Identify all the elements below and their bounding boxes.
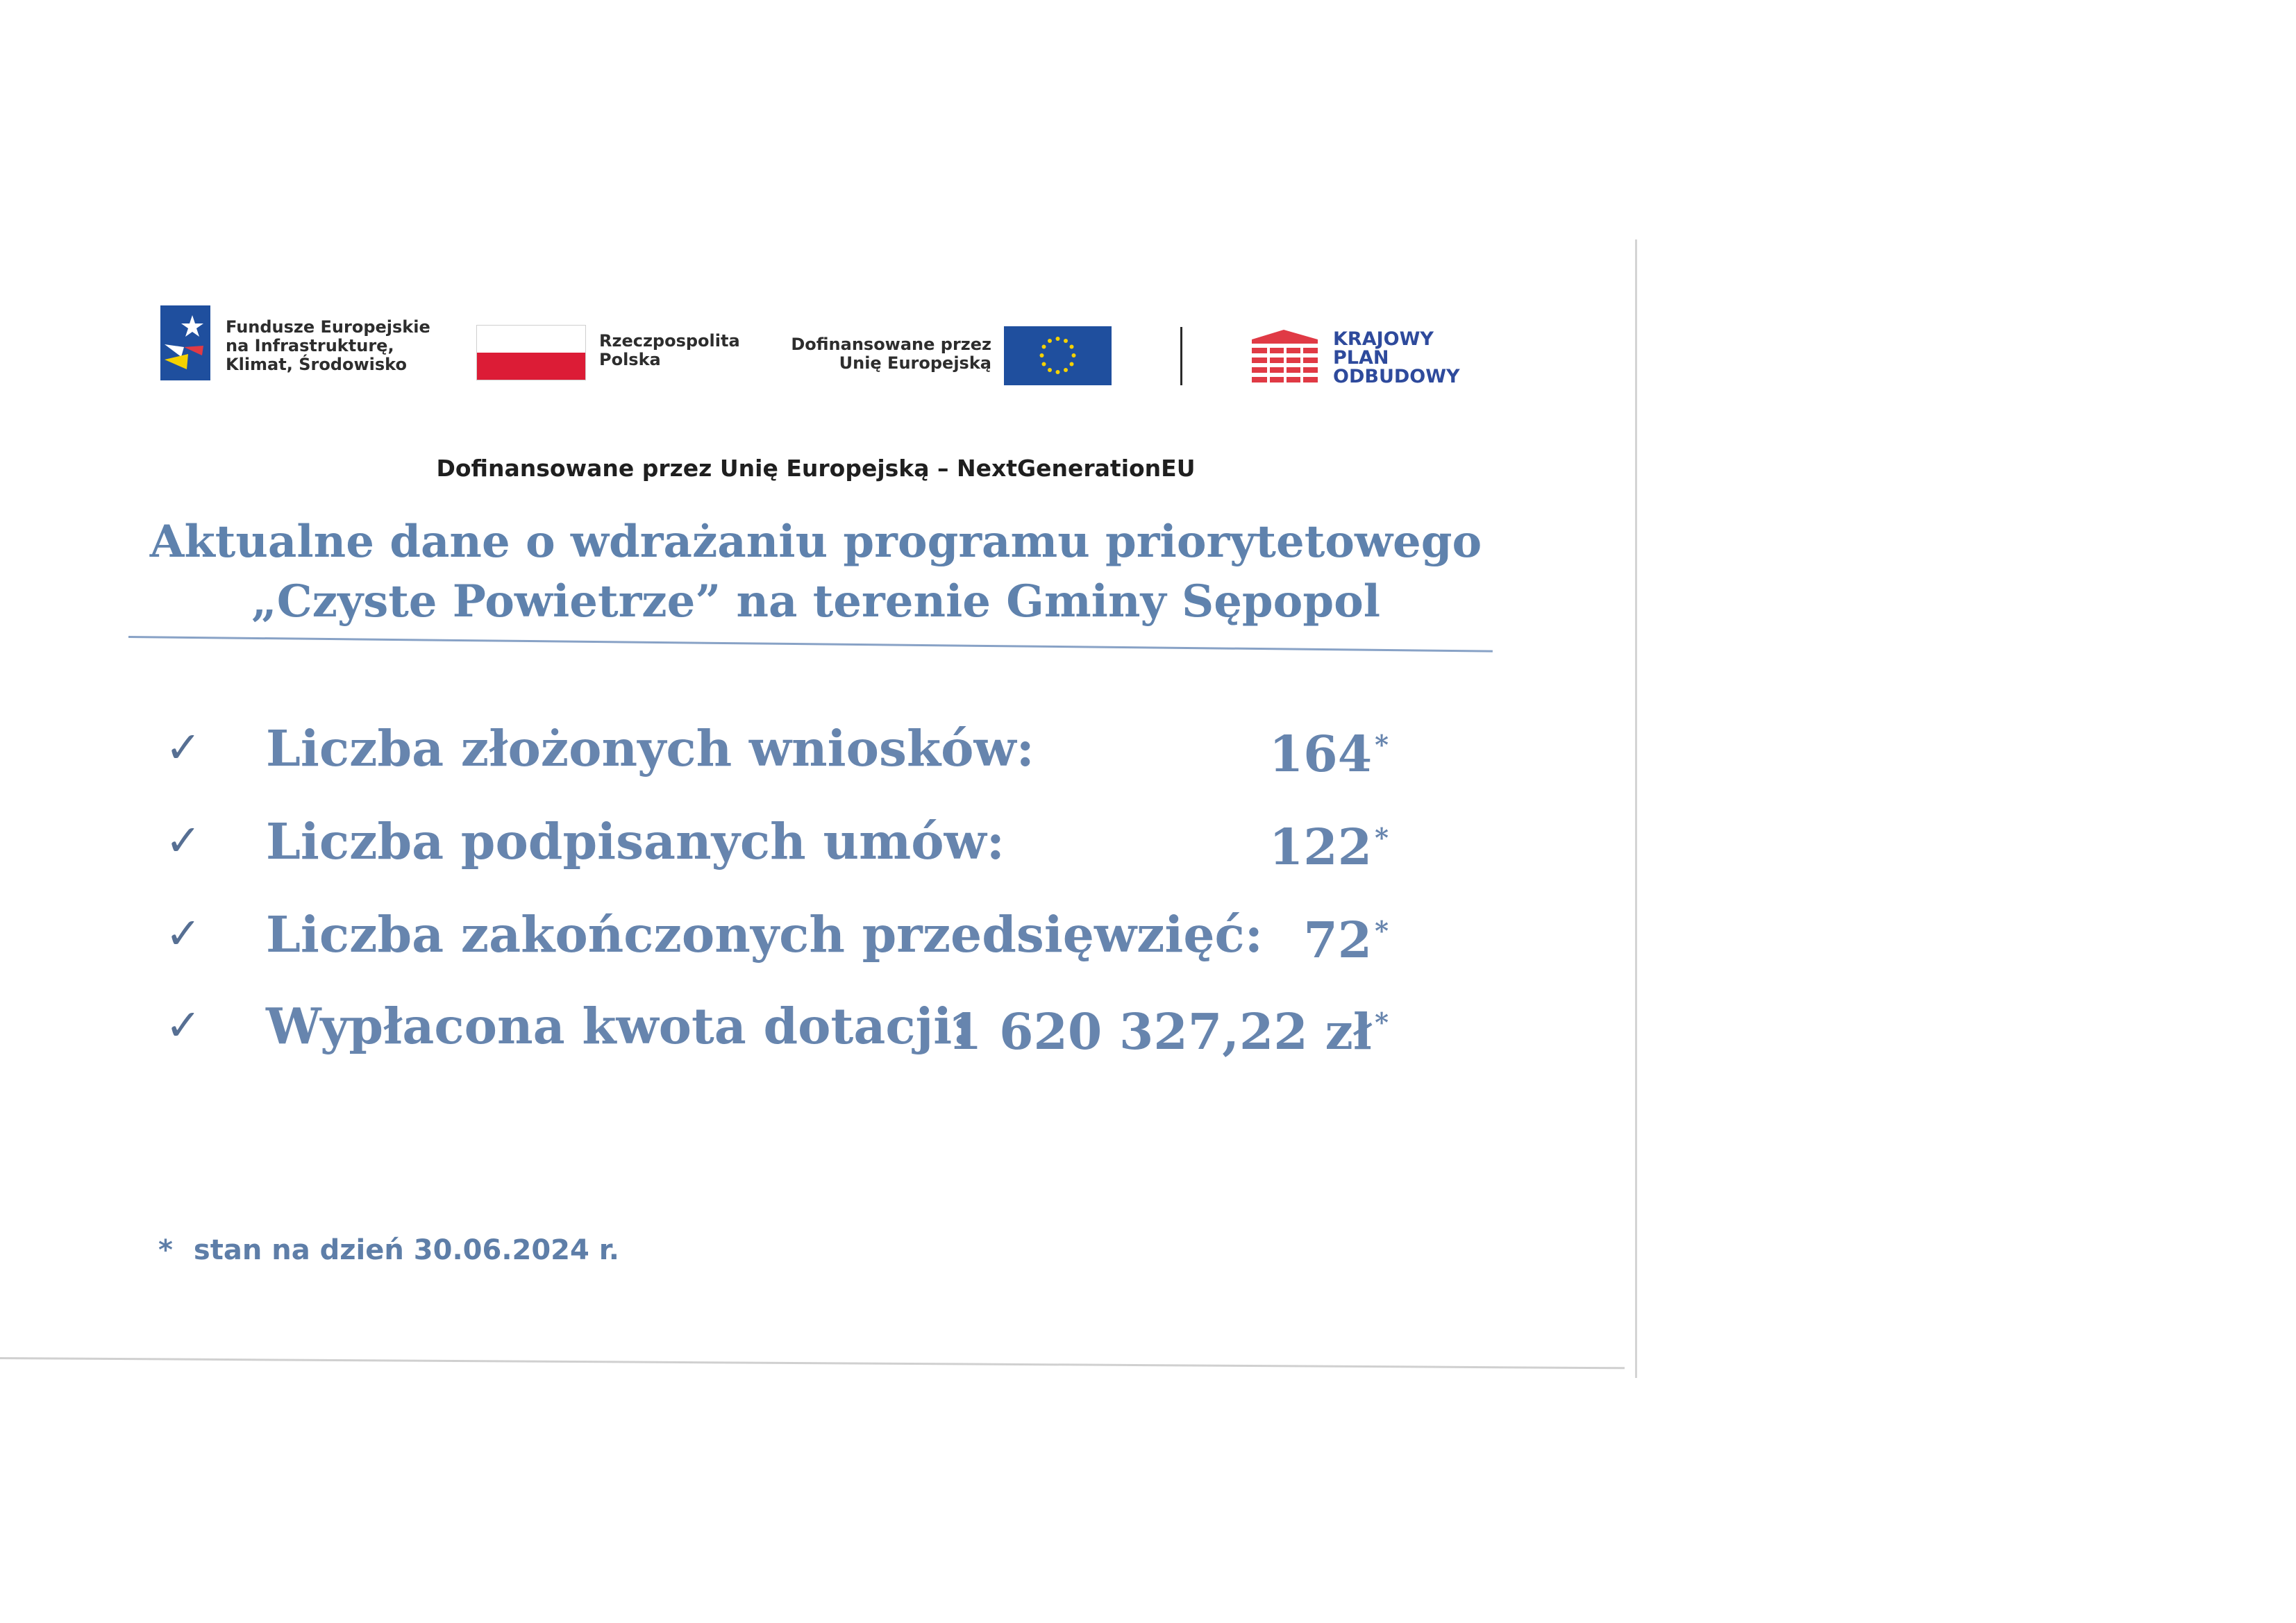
- checkmark-icon: ✓: [165, 722, 201, 773]
- page-title-line-1: Aktualne dane o wdrażaniu programu priorytetowego: [149, 516, 1482, 568]
- stat-value-number: 72: [1303, 911, 1373, 969]
- stat-value-number: 164: [1268, 725, 1373, 783]
- funding-subtitle: Dofinansowane przez Unię Europejską – NextGenerationEU: [436, 455, 1196, 482]
- stat-value: [1269, 818, 1389, 876]
- kpo-line-2: PLAN: [1333, 347, 1389, 369]
- stat-footnote-mark: *: [1375, 1007, 1389, 1038]
- stat-footnote-mark: *: [1375, 729, 1389, 761]
- checkmark-icon: ✓: [165, 1000, 201, 1050]
- polish-flag-icon: [476, 325, 586, 380]
- stat-value: [1303, 911, 1389, 969]
- rp-line-1: Rzeczpospolita: [599, 331, 740, 351]
- stat-label: Liczba złożonych wniosków:: [266, 719, 1034, 777]
- stat-value-number: 122: [1268, 818, 1373, 876]
- fundusze-europejskie-text: [226, 318, 455, 374]
- krajowy-plan-odbudowy-emblem: [1252, 330, 1318, 387]
- page-title: [0, 512, 1632, 632]
- page-title-line-2: „Czyste Powietrze” na terenie Gminy Sępopol: [251, 575, 1381, 628]
- footnote-mark: *: [158, 1234, 173, 1266]
- eu-stars-icon: [1004, 326, 1112, 385]
- eu-line-2: Unię Europejską: [839, 353, 991, 373]
- stat-footnote-mark: *: [1375, 822, 1389, 854]
- stat-row-paid-amount: [0, 993, 1458, 1062]
- fe-line-1: Fundusze Europejskie: [226, 317, 430, 337]
- eu-line-1: Dofinansowane przez: [791, 335, 991, 354]
- footnote-text: stan na dzień 30.06.2024 r.: [193, 1234, 619, 1266]
- fe-line-3: Klimat, Środowisko: [226, 355, 407, 374]
- footnote: [158, 1234, 619, 1266]
- stat-label: Wypłacona kwota dotacji:: [266, 997, 971, 1055]
- stat-value: [1269, 725, 1389, 783]
- stat-value: [948, 1002, 1389, 1061]
- stat-row-completed: [0, 901, 1458, 970]
- title-underline: [128, 636, 1493, 653]
- page-edge-right: [1635, 239, 1637, 1378]
- checkmark-icon: ✓: [165, 815, 201, 866]
- page-edge-bottom: [0, 1357, 1625, 1369]
- stat-row-applications: [0, 715, 1458, 784]
- stat-label: Liczba podpisanych umów:: [266, 812, 1005, 871]
- stat-label: Liczba zakończonych przedsięwzięć:: [266, 905, 1263, 964]
- stat-value-number: 1 620 327,22 zł: [947, 1002, 1373, 1061]
- stat-row-agreements: [0, 808, 1458, 877]
- fe-line-2: na Infrastrukturę,: [226, 336, 394, 355]
- kpo-line-3: ODBUDOWY: [1333, 366, 1460, 387]
- eu-funding-text: [783, 335, 991, 373]
- fundusze-europejskie-emblem: [160, 305, 210, 380]
- krajowy-plan-odbudowy-text: [1333, 330, 1460, 386]
- kpo-line-1: KRAJOWY: [1333, 328, 1434, 350]
- logo-separator: [1180, 327, 1182, 385]
- rp-line-2: Polska: [599, 350, 661, 369]
- rzeczpospolita-polska-text: [599, 332, 759, 369]
- stat-footnote-mark: *: [1375, 915, 1389, 947]
- eu-flag-icon: [1004, 326, 1112, 385]
- checkmark-icon: ✓: [165, 908, 201, 959]
